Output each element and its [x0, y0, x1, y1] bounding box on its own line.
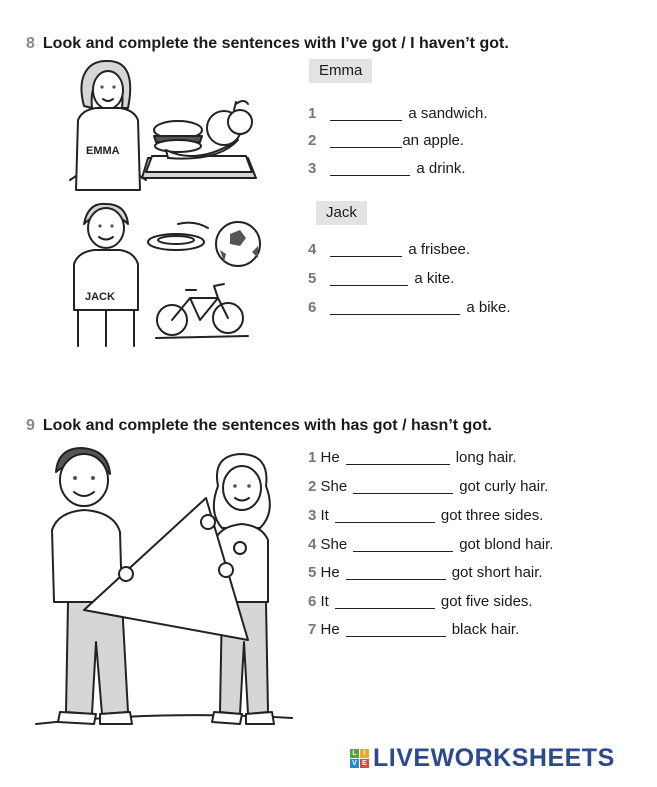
- ex9-answer-input-4[interactable]: [353, 537, 453, 552]
- sentence-text: a frisbee.: [408, 241, 471, 258]
- answer-input-5[interactable]: [330, 271, 408, 286]
- exercise-instruction: Look and complete the sentences with has got / hasn’t got.: [42, 417, 492, 434]
- ex9-answer-input-2[interactable]: [353, 479, 453, 494]
- sentence-text: got blond hair.: [459, 536, 554, 553]
- ex9-sentence-row-2: [308, 478, 548, 495]
- exercise-instruction: Look and complete the sentences with I’ve got / I haven’t got.: [42, 35, 509, 52]
- frisbee-icon: [148, 223, 208, 250]
- sentence-subject: He: [320, 449, 340, 466]
- exercise-8-heading: [26, 35, 509, 53]
- answer-input-2[interactable]: [330, 133, 402, 148]
- sentence-number: 5: [308, 564, 317, 581]
- sentence-text: got five sides.: [440, 593, 533, 610]
- ball-icon: [216, 222, 260, 266]
- sentence-text: a kite.: [414, 270, 455, 287]
- sentence-row-3: [308, 160, 466, 177]
- sentence-number: 7: [308, 621, 317, 638]
- sentence-subject: She: [320, 536, 348, 553]
- sentence-number: 2: [308, 478, 317, 495]
- sentence-number: 2: [308, 132, 317, 149]
- sentence-number: 1: [308, 449, 317, 466]
- sentence-subject: It: [320, 507, 329, 524]
- sentence-subject: He: [320, 621, 340, 638]
- ex9-answer-input-7[interactable]: [346, 622, 446, 637]
- ex9-answer-input-1[interactable]: [346, 450, 450, 465]
- emma-illustration: [68, 58, 278, 193]
- sentence-text: got three sides.: [440, 507, 544, 524]
- sentence-text: a bike.: [466, 299, 511, 316]
- sentence-text: a sandwich.: [408, 105, 488, 122]
- ex9-sentence-row-6: [308, 593, 533, 610]
- sentence-row-2: [308, 132, 464, 149]
- sentence-row-1: [308, 105, 488, 122]
- boy-girl-triangle-illustration: [30, 442, 300, 732]
- sentence-row-4: [308, 241, 470, 258]
- bike-icon: [156, 284, 248, 338]
- exercise-number: 8: [26, 35, 35, 52]
- emma-shirt-label: EMMA: [86, 145, 120, 157]
- ex9-answer-input-6[interactable]: [335, 594, 435, 609]
- answer-input-3[interactable]: [330, 161, 410, 176]
- sentence-number: 6: [308, 593, 317, 610]
- sentence-number: 4: [308, 536, 317, 553]
- ex9-sentence-row-3: [308, 507, 543, 524]
- sentence-number: 1: [308, 105, 317, 122]
- sentence-subject: It: [320, 593, 329, 610]
- ex9-sentence-row-5: [308, 564, 543, 581]
- logo-text: LIVEWORKSHEETS: [373, 744, 615, 772]
- ex9-sentence-row-7: [308, 621, 519, 638]
- ex9-answer-input-3[interactable]: [335, 508, 435, 523]
- sentence-number: 3: [308, 160, 317, 177]
- jack-shirt-label: JACK: [85, 291, 115, 303]
- logo-letter: L: [350, 749, 359, 758]
- sentence-text: got curly hair.: [459, 478, 549, 495]
- food-tray-icon: [142, 101, 256, 178]
- jack-name-tag: Jack: [316, 201, 367, 225]
- emma-name-tag: Emma: [309, 59, 372, 83]
- logo-letter: E: [360, 759, 369, 768]
- sentence-text: got short hair.: [451, 564, 543, 581]
- answer-input-4[interactable]: [330, 242, 402, 257]
- sentence-number: 5: [308, 270, 317, 287]
- logo-letter: V: [350, 759, 359, 768]
- ex9-sentence-row-1: [308, 449, 517, 466]
- ex9-sentence-row-4: [308, 536, 553, 553]
- sentence-text: a drink.: [416, 160, 466, 177]
- liveworksheets-logo[interactable]: [350, 744, 615, 773]
- sentence-text: an apple.: [402, 132, 465, 149]
- answer-input-1[interactable]: [330, 106, 402, 121]
- sentence-subject: He: [320, 564, 340, 581]
- jack-illustration: [68, 198, 278, 348]
- exercise-9-heading: [26, 417, 492, 435]
- sentence-number: 6: [308, 299, 317, 316]
- answer-input-6[interactable]: [330, 300, 460, 315]
- sentence-text: black hair.: [451, 621, 520, 638]
- sentence-row-6: [308, 299, 511, 316]
- logo-mark-icon: [350, 749, 369, 768]
- sentence-text: long hair.: [455, 449, 517, 466]
- sentence-number: 3: [308, 507, 317, 524]
- sentence-row-5: [308, 270, 454, 287]
- sentence-subject: She: [320, 478, 348, 495]
- logo-letter: I: [360, 749, 369, 758]
- sentence-number: 4: [308, 241, 317, 258]
- exercise-number: 9: [26, 417, 35, 434]
- ex9-answer-input-5[interactable]: [346, 565, 446, 580]
